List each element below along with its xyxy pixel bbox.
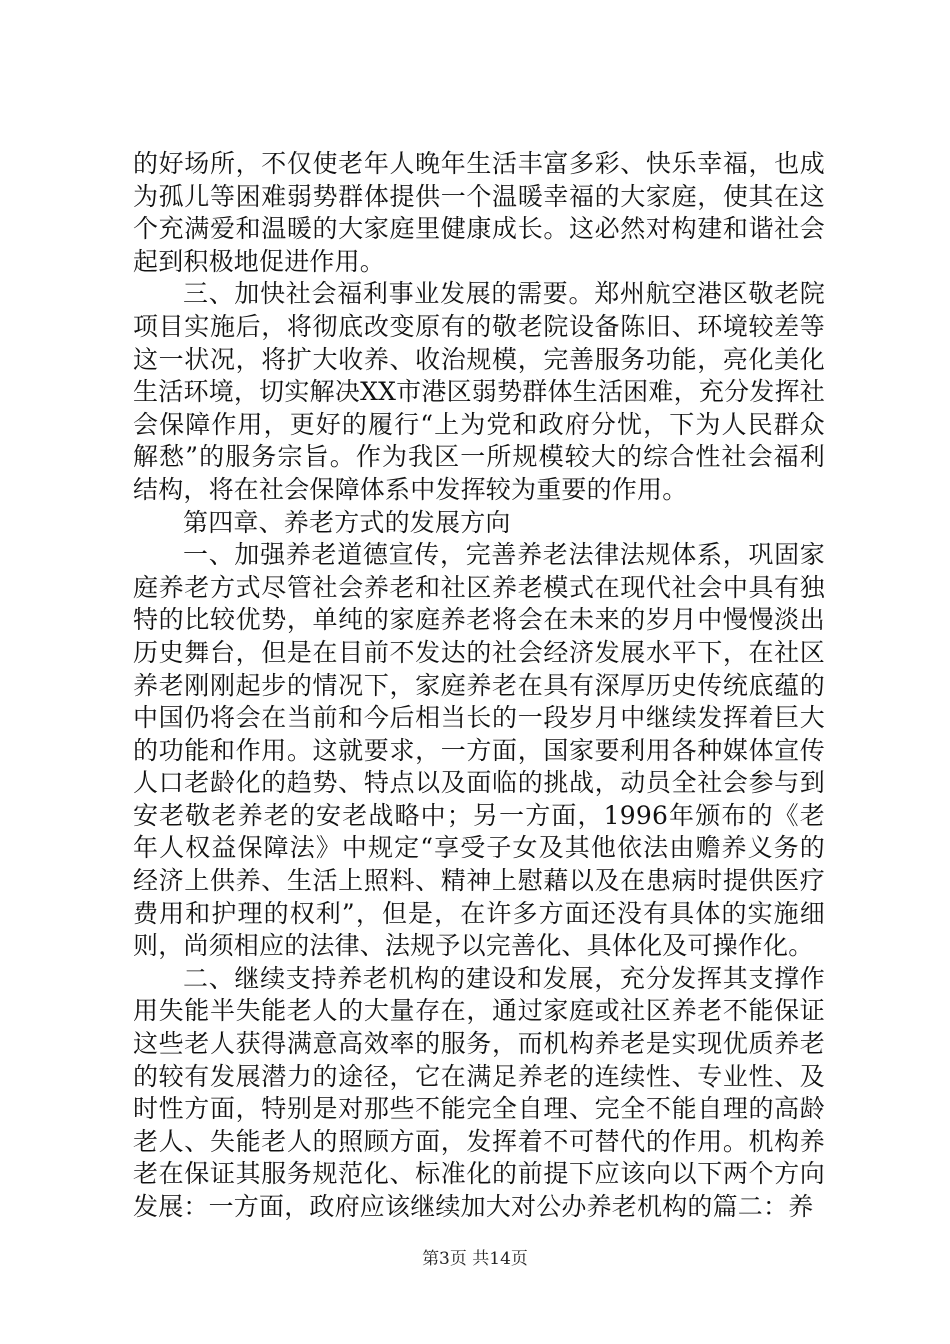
chapter-heading: 第四章、养老方式的发展方向	[183, 507, 511, 537]
paragraph-continuation: 的好场所，不仅使老年人晚年生活丰富多彩、快乐幸福，也成为孤儿等困难弱势群体提供一个温暖幸福的大家庭，使其在这个充满爱和温暖的大家庭里健康成长。这必然对构建和谐社会起到积极地促进作用。	[133, 149, 825, 276]
paragraph-moral-publicity: 一、加强养老道德宣传，完善养老法律法规体系，巩固家庭养老方式尽管社会养老和社区养老模式在现代社会中具有独特的比较优势，单纯的家庭养老将会在未来的岁月中慢慢淡出历史舞台，但是在目前不发达的社会经济发展水平下，在社区养老刚刚起步的情况下，家庭养老在具有深厚历史传统底蕴的中国仍将会在当前和今后相当长的一段岁月中继续发挥着巨大的功能和作用。这就要求，一方面，国家要利用各种媒体宣传人口老龄化的趋势、特点以及面临的挑战，动员全社会参与到安老敬老养老的安老战略中；另一方面，1996年颁布的《老年人权益保障法》中规定“享受子女及其他依法由赡养义务的经济上供养、生活上照料、精神上慰藉以及在患病时提供医疗费用和护理的权利”，但是，在许多方面还没有具体的实施细则，尚须相应的法律、法规予以完善化、具体化及可操作化。	[133, 540, 825, 961]
paragraph-institution-support: 二、继续支持养老机构的建设和发展，充分发挥其支撑作用失能半失能老人的大量存在，通过家庭或社区养老不能保证这些老人获得满意高效率的服务，而机构养老是实现优质养老的较有发展潜力的途径，它在满足养老的连续性、专业性、及时性方面，特别是对那些不能完全自理、完全不能自理的高龄老人、失能老人的照顾方面，发挥着不可替代的作用。机构养老在保证其服务规范化、标准化的前提下应该向以下两个方向发展：一方面，政府应该继续加大对公办养老机构的篇二：养	[133, 963, 825, 1221]
document-body	[133, 148, 825, 1224]
page-footer: 第3页 共14页	[422, 1249, 528, 1269]
paragraph-social-welfare: 三、加快社会福利事业发展的需要。郑州航空港区敬老院项目实施后，将彻底改变原有的敬老院设备陈旧、环境较差等这一状况，将扩大收养、收治规模，完善服务功能，亮化美化生活环境，切实解决XX市港区弱势群体生活困难，充分发挥社会保障作用，更好的履行“上为党和政府分忧，下为人民群众解愁”的服务宗旨。作为我区一所规模较大的综合性社会福利结构，将在社会保障体系中发挥较为重要的作用。	[133, 279, 825, 504]
